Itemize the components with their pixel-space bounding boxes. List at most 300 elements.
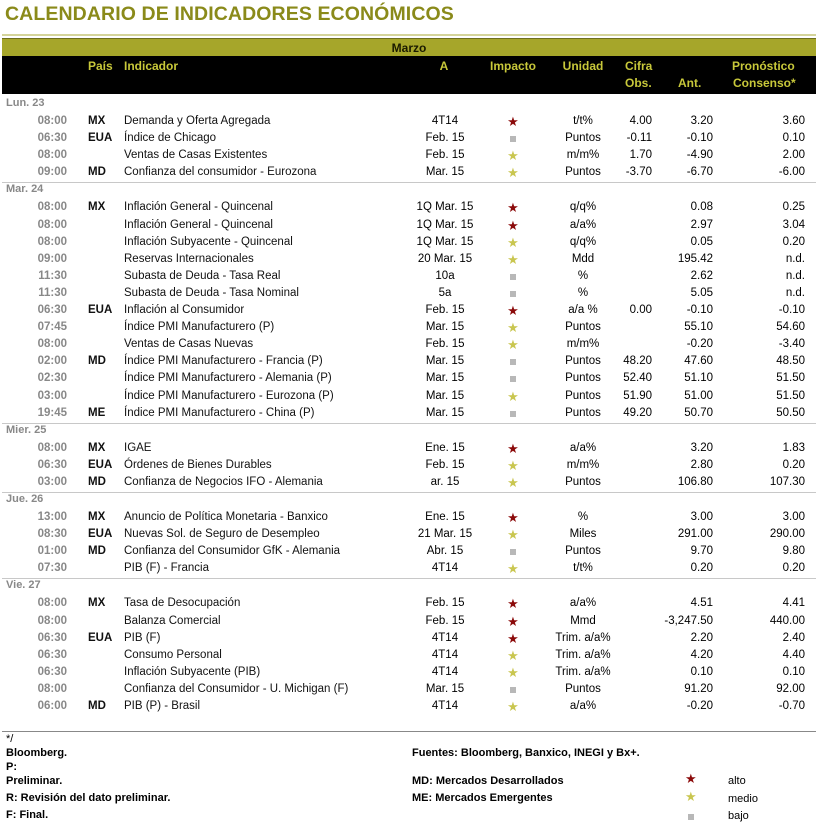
row-country: MX <box>88 201 106 214</box>
row-previous: 0.10 <box>690 665 713 678</box>
row-indicator: PIB (F) <box>124 631 161 644</box>
footnote-revision: R: Revisión del dato preliminar. <box>6 792 171 804</box>
impact-medium-star-icon: ★ <box>507 664 519 680</box>
row-time: 19:45 <box>37 406 67 419</box>
row-unit: a/a% <box>569 218 597 231</box>
day-divider <box>2 182 816 183</box>
row-indicator: Anuncio de Política Monetaria - Banxico <box>124 511 328 523</box>
row-time: 06:30 <box>37 631 67 644</box>
row-time: 06:00 <box>37 700 67 712</box>
row-period: Feb. 15 <box>425 597 465 610</box>
impact-high-star-icon: ★ <box>507 613 519 629</box>
row-forecast: 1.83 <box>782 441 805 454</box>
row-period: 4T14 <box>431 631 459 644</box>
page-title: CALENDARIO DE INDICADORES ECONÓMICOS <box>5 3 454 25</box>
row-time: 08:00 <box>37 235 67 248</box>
table-row <box>0 113 820 130</box>
row-time: 08:00 <box>37 682 67 695</box>
row-country: MX <box>88 597 106 610</box>
row-previous: 4.51 <box>690 597 713 610</box>
row-period: Feb. 15 <box>425 304 465 316</box>
impact-high-star-icon: ★ <box>507 596 519 612</box>
row-previous: 2.20 <box>690 631 713 644</box>
row-time: 06:30 <box>37 648 67 661</box>
row-previous: -0.20 <box>686 338 713 351</box>
row-indicator: Consumo Personal <box>124 648 222 661</box>
row-period: 4T14 <box>431 115 459 127</box>
row-country: EUA <box>88 458 113 471</box>
row-forecast: 107.30 <box>769 475 805 488</box>
row-indicator: Índice PMI Manufacturero - Eurozona (P) <box>124 389 334 402</box>
footnote-mark: */ <box>6 733 14 745</box>
header-ant: Ant. <box>678 76 702 90</box>
row-country: EUA <box>88 528 113 541</box>
row-unit: q/q% <box>569 235 597 248</box>
row-indicator: PIB (P) - Brasil <box>124 700 201 712</box>
row-forecast: 0.20 <box>782 562 805 575</box>
row-country: EUA <box>88 304 113 316</box>
row-time: 08:00 <box>37 441 67 454</box>
table-row <box>0 147 820 164</box>
row-time: 08:00 <box>37 149 67 162</box>
row-period: 4T14 <box>431 648 459 661</box>
row-unit: Mmd <box>570 614 596 627</box>
row-observed: -0.11 <box>626 132 652 145</box>
row-previous: 3.00 <box>690 511 713 523</box>
row-indicator: Confianza del consumidor - Eurozona <box>124 166 317 179</box>
row-observed: 52.40 <box>623 372 652 385</box>
row-forecast: 0.10 <box>782 665 805 678</box>
row-unit: Mdd <box>571 252 595 265</box>
legend-high-star-icon: ★ <box>685 771 697 786</box>
row-forecast: n.d. <box>785 252 805 265</box>
row-time: 06:30 <box>37 304 67 316</box>
day-divider <box>2 578 816 579</box>
row-indicator: Demanda y Oferta Agregada <box>124 115 271 127</box>
impact-high-star-icon: ★ <box>507 114 519 129</box>
impact-medium-star-icon: ★ <box>507 457 519 473</box>
row-previous: 0.05 <box>690 235 713 248</box>
table-row <box>0 217 820 234</box>
row-previous: 50.70 <box>684 406 713 419</box>
impact-medium-star-icon: ★ <box>507 474 519 490</box>
row-forecast: 440.00 <box>769 614 805 627</box>
impact-low-square-icon <box>487 681 539 698</box>
row-forecast: 0.20 <box>782 458 805 471</box>
row-country: MD <box>88 545 106 558</box>
row-country: MX <box>88 115 106 127</box>
table-row <box>0 509 820 526</box>
impact-medium-star-icon: ★ <box>507 320 519 336</box>
row-time: 11:30 <box>38 286 67 299</box>
impact-medium-star-icon: ★ <box>507 561 519 577</box>
table-row <box>0 388 820 405</box>
table-row <box>0 440 820 457</box>
row-unit: a/a% <box>569 597 597 610</box>
table-row <box>0 474 820 491</box>
row-time: 13:00 <box>37 511 67 523</box>
table-row <box>0 457 820 474</box>
row-time: 08:00 <box>37 597 67 610</box>
footnote-preliminar: Preliminar. <box>6 775 63 787</box>
table-row <box>0 560 820 577</box>
row-unit: m/m% <box>566 338 600 351</box>
row-indicator: IGAE <box>124 441 152 454</box>
day-divider <box>2 492 816 493</box>
row-indicator: Inflación Subyacente (PIB) <box>124 665 261 678</box>
row-time: 11:30 <box>38 269 67 282</box>
table-row <box>0 319 820 336</box>
row-period: Abr. 15 <box>426 545 464 558</box>
table-row <box>0 336 820 353</box>
row-unit: m/m% <box>566 458 600 471</box>
row-period: Mar. 15 <box>425 355 465 368</box>
row-unit: t/t% <box>573 115 593 127</box>
row-previous: 3.20 <box>690 441 713 454</box>
legend-low-label: bajo <box>728 810 749 822</box>
table-row <box>0 370 820 387</box>
row-previous: 47.60 <box>684 355 713 368</box>
table-row <box>0 130 820 147</box>
row-country: MD <box>88 700 106 712</box>
row-unit: % <box>577 269 589 282</box>
impact-medium-star-icon: ★ <box>507 527 519 543</box>
row-period: 21 Mar. 15 <box>417 528 473 541</box>
row-forecast: 3.04 <box>782 218 805 231</box>
row-indicator: Índice PMI Manufacturero - Alemania (P) <box>124 372 332 385</box>
row-forecast: 290.00 <box>769 528 805 541</box>
row-period: 4T14 <box>431 562 459 575</box>
row-country: MD <box>88 475 106 488</box>
row-previous: 291.00 <box>677 528 713 541</box>
row-period: 1Q Mar. 15 <box>416 235 474 248</box>
row-unit: Puntos <box>565 166 601 179</box>
row-time: 07:30 <box>37 562 67 575</box>
impact-medium-star-icon: ★ <box>507 165 519 181</box>
sources-note: Fuentes: Bloomberg, Banxico, INEGI y Bx+. <box>412 747 640 759</box>
row-observed: 1.70 <box>629 149 652 162</box>
row-unit: Puntos <box>565 545 601 558</box>
title-divider <box>2 34 816 36</box>
row-previous: 3.20 <box>690 115 713 127</box>
row-indicator: Tasa de Desocupación <box>124 597 241 610</box>
row-previous: 2.62 <box>690 269 713 282</box>
day-label: Jue. 26 <box>6 493 44 505</box>
row-time: 08:00 <box>37 115 67 127</box>
row-time: 03:00 <box>37 475 67 488</box>
row-indicator: Ventas de Casas Nuevas <box>124 338 254 351</box>
row-indicator: Subasta de Deuda - Tasa Real <box>124 269 281 282</box>
row-unit: Puntos <box>565 321 601 334</box>
table-row <box>0 647 820 664</box>
header-a: A <box>439 59 449 73</box>
table-row <box>0 268 820 285</box>
md-note: MD: Mercados Desarrollados <box>412 775 564 787</box>
row-previous: 91.20 <box>684 682 713 695</box>
row-unit: Puntos <box>565 372 601 385</box>
impact-medium-star-icon: ★ <box>507 251 519 267</box>
row-period: 20 Mar. 15 <box>417 252 473 265</box>
row-previous: 51.10 <box>684 372 713 385</box>
row-time: 08:00 <box>37 338 67 351</box>
row-time: 09:00 <box>37 166 67 179</box>
row-forecast: 4.40 <box>782 648 805 661</box>
row-forecast: 4.41 <box>782 597 805 610</box>
impact-high-star-icon: ★ <box>507 200 519 216</box>
header-cifra: Cifra <box>625 59 653 73</box>
row-indicator: Confianza del Consumidor GfK - Alemania <box>124 545 341 558</box>
row-forecast: 50.50 <box>776 406 805 419</box>
impact-medium-star-icon: ★ <box>507 699 519 714</box>
month-label: Marzo <box>391 41 427 55</box>
row-country: ME <box>88 406 106 419</box>
row-indicator: Inflación General - Quincenal <box>124 218 273 231</box>
impact-medium-star-icon: ★ <box>507 388 519 404</box>
row-country: MX <box>88 441 106 454</box>
header-unidad: Unidad <box>562 59 604 73</box>
impact-high-star-icon: ★ <box>507 440 519 456</box>
row-period: Feb. 15 <box>425 338 465 351</box>
impact-high-star-icon: ★ <box>507 217 519 233</box>
row-time: 06:30 <box>37 665 67 678</box>
table-row <box>0 698 820 715</box>
row-forecast: 0.25 <box>782 201 805 214</box>
row-observed: -3.70 <box>625 166 652 179</box>
row-observed: 4.00 <box>629 115 652 127</box>
row-forecast: 92.00 <box>776 682 805 695</box>
row-forecast: 0.10 <box>782 132 805 145</box>
row-unit: m/m% <box>566 149 600 162</box>
row-indicator: Órdenes de Bienes Durables <box>124 458 272 471</box>
header-impacto: Impacto <box>489 59 536 73</box>
row-previous: 4.20 <box>690 648 713 661</box>
row-period: Feb. 15 <box>425 132 465 145</box>
row-time: 08:00 <box>37 218 67 231</box>
row-country: EUA <box>88 132 113 145</box>
impact-medium-star-icon: ★ <box>507 647 519 663</box>
row-forecast: 9.80 <box>782 545 805 558</box>
row-period: Ene. 15 <box>425 441 465 454</box>
row-previous: 2.97 <box>690 218 713 231</box>
row-time: 03:00 <box>37 389 67 402</box>
table-row <box>0 630 820 647</box>
day-label: Lun. 23 <box>6 97 45 109</box>
table-row <box>0 199 820 216</box>
impact-high-star-icon: ★ <box>507 303 519 318</box>
row-period: ar. 15 <box>430 475 460 488</box>
row-forecast: -3.40 <box>778 338 805 351</box>
footer-divider <box>2 731 816 732</box>
row-period: Mar. 15 <box>425 389 465 402</box>
impact-low-square-icon <box>487 353 539 370</box>
row-period: Mar. 15 <box>425 682 465 695</box>
row-unit: Puntos <box>565 406 601 419</box>
row-time: 08:00 <box>37 614 67 627</box>
row-unit: Trim. a/a% <box>555 648 611 661</box>
footnote-final: F: Final. <box>6 809 49 821</box>
impact-low-square-icon <box>487 543 539 560</box>
row-unit: a/a % <box>568 304 598 316</box>
row-time: 01:00 <box>37 545 67 558</box>
table-row <box>0 164 820 181</box>
table-row <box>0 595 820 612</box>
header-pronostico: Pronóstico <box>732 59 795 73</box>
row-time: 08:30 <box>37 528 67 541</box>
row-unit: Puntos <box>565 355 601 368</box>
row-period: Mar. 15 <box>425 406 465 419</box>
row-indicator: Confianza del Consumidor - U. Michigan (F) <box>124 682 349 695</box>
table-row <box>0 405 820 422</box>
row-period: 1Q Mar. 15 <box>416 218 474 231</box>
row-time: 02:30 <box>37 372 67 385</box>
row-previous: -3,247.50 <box>664 614 713 627</box>
row-unit: Puntos <box>565 475 601 488</box>
row-unit: a/a% <box>569 700 597 712</box>
footnote-bloomberg: Bloomberg. <box>6 747 68 759</box>
impact-medium-star-icon: ★ <box>507 337 519 353</box>
day-label: Mier. 25 <box>6 423 47 436</box>
row-indicator: Ventas de Casas Existentes <box>124 149 268 162</box>
row-forecast: -6.00 <box>778 166 805 179</box>
row-forecast: 0.20 <box>782 235 805 248</box>
row-forecast: 2.00 <box>782 149 805 162</box>
impact-low-square-icon <box>487 130 539 147</box>
row-country: EUA <box>88 631 113 644</box>
row-observed: 0.00 <box>629 304 652 316</box>
row-period: Feb. 15 <box>425 458 465 471</box>
row-indicator: Índice PMI Manufacturero - Francia (P) <box>124 355 323 368</box>
row-period: Mar. 15 <box>425 372 465 385</box>
row-forecast: n.d. <box>785 269 805 282</box>
row-previous: 2.80 <box>690 458 713 471</box>
header-indicador: Indicador <box>124 59 179 73</box>
table-row <box>0 251 820 268</box>
row-forecast: 3.00 <box>782 511 805 523</box>
row-indicator: Inflación al Consumidor <box>124 304 245 316</box>
impact-medium-star-icon: ★ <box>507 234 519 250</box>
row-unit: Trim. a/a% <box>555 665 611 678</box>
row-period: Feb. 15 <box>425 614 465 627</box>
row-unit: a/a% <box>569 441 597 454</box>
table-row <box>0 526 820 543</box>
row-previous: 0.20 <box>690 562 713 575</box>
table-row <box>0 302 820 319</box>
row-observed: 48.20 <box>623 355 652 368</box>
row-unit: % <box>577 511 589 523</box>
row-observed: 51.90 <box>623 389 652 402</box>
row-unit: Puntos <box>565 132 601 145</box>
impact-low-square-icon <box>487 405 539 422</box>
row-previous: 106.80 <box>677 475 713 488</box>
row-indicator: Confianza de Negocios IFO - Alemania <box>124 475 323 488</box>
impact-low-square-icon <box>487 268 539 285</box>
day-label: Mar. 24 <box>6 183 44 196</box>
row-previous: 195.42 <box>677 252 713 265</box>
day-label: Vie. 27 <box>6 579 41 592</box>
table-row <box>0 234 820 251</box>
row-period: Ene. 15 <box>425 511 465 523</box>
row-time: 02:00 <box>37 355 67 368</box>
row-forecast: 2.40 <box>782 631 805 644</box>
row-country: MX <box>88 511 106 523</box>
row-indicator: Subasta de Deuda - Tasa Nominal <box>124 286 299 299</box>
row-forecast: n.d. <box>785 286 805 299</box>
impact-low-square-icon <box>487 285 539 302</box>
header-consenso: Consenso* <box>733 76 796 90</box>
table-row <box>0 664 820 681</box>
row-indicator: Índice de Chicago <box>124 132 217 145</box>
row-country: MD <box>88 166 106 179</box>
row-unit: % <box>577 286 589 299</box>
row-indicator: Reservas Internacionales <box>124 252 254 265</box>
row-previous: -0.20 <box>686 700 713 712</box>
impact-high-star-icon: ★ <box>507 630 519 646</box>
row-previous: -4.90 <box>686 149 713 162</box>
row-previous: 55.10 <box>684 321 713 334</box>
row-time: 09:00 <box>37 252 67 265</box>
table-row <box>0 681 820 698</box>
row-previous: -0.10 <box>686 132 713 145</box>
month-band <box>2 38 816 57</box>
table-row <box>0 613 820 630</box>
row-previous: 5.05 <box>690 286 713 299</box>
row-forecast: 51.50 <box>776 372 805 385</box>
row-indicator: Inflación General - Quincenal <box>124 201 273 214</box>
row-time: 08:00 <box>37 201 67 214</box>
row-forecast: 48.50 <box>776 355 805 368</box>
footnote-p: P: <box>6 761 17 773</box>
row-country: MD <box>88 355 106 368</box>
row-forecast: 51.50 <box>776 389 805 402</box>
header-obs: Obs. <box>625 76 652 90</box>
row-unit: Trim. a/a% <box>555 631 611 644</box>
legend-high-label: alto <box>728 775 746 787</box>
impact-high-star-icon: ★ <box>507 510 519 525</box>
row-unit: t/t% <box>573 562 593 575</box>
table-row <box>0 353 820 370</box>
row-period: 5a <box>438 286 452 299</box>
row-period: Feb. 15 <box>425 149 465 162</box>
row-indicator: Nuevas Sol. de Seguro de Desempleo <box>124 528 320 541</box>
row-period: Mar. 15 <box>425 166 465 179</box>
me-note: ME: Mercados Emergentes <box>412 792 553 804</box>
legend-medium-star-icon: ★ <box>685 789 697 804</box>
row-time: 07:45 <box>37 321 67 334</box>
row-period: 4T14 <box>431 665 459 678</box>
row-indicator: Índice PMI Manufacturero - China (P) <box>124 406 315 419</box>
table-row <box>0 543 820 560</box>
row-unit: Miles <box>569 528 597 541</box>
row-previous: -0.10 <box>686 304 713 316</box>
legend-medium-label: medio <box>728 793 758 805</box>
row-previous: 9.70 <box>690 545 713 558</box>
row-forecast: -0.70 <box>778 700 805 712</box>
row-forecast: -0.10 <box>778 304 805 316</box>
row-previous: -6.70 <box>686 166 713 179</box>
row-observed: 49.20 <box>623 406 652 419</box>
row-unit: Puntos <box>565 389 601 402</box>
header-pais: País <box>88 59 113 73</box>
row-indicator: Inflación Subyacente - Quincenal <box>124 235 293 248</box>
table-row <box>0 285 820 302</box>
row-time: 06:30 <box>37 458 67 471</box>
row-period: 4T14 <box>431 700 459 712</box>
impact-medium-star-icon: ★ <box>507 148 519 164</box>
row-unit: q/q% <box>569 201 597 214</box>
row-period: 10a <box>435 269 455 282</box>
row-previous: 51.00 <box>684 389 713 402</box>
row-unit: Puntos <box>565 682 601 695</box>
